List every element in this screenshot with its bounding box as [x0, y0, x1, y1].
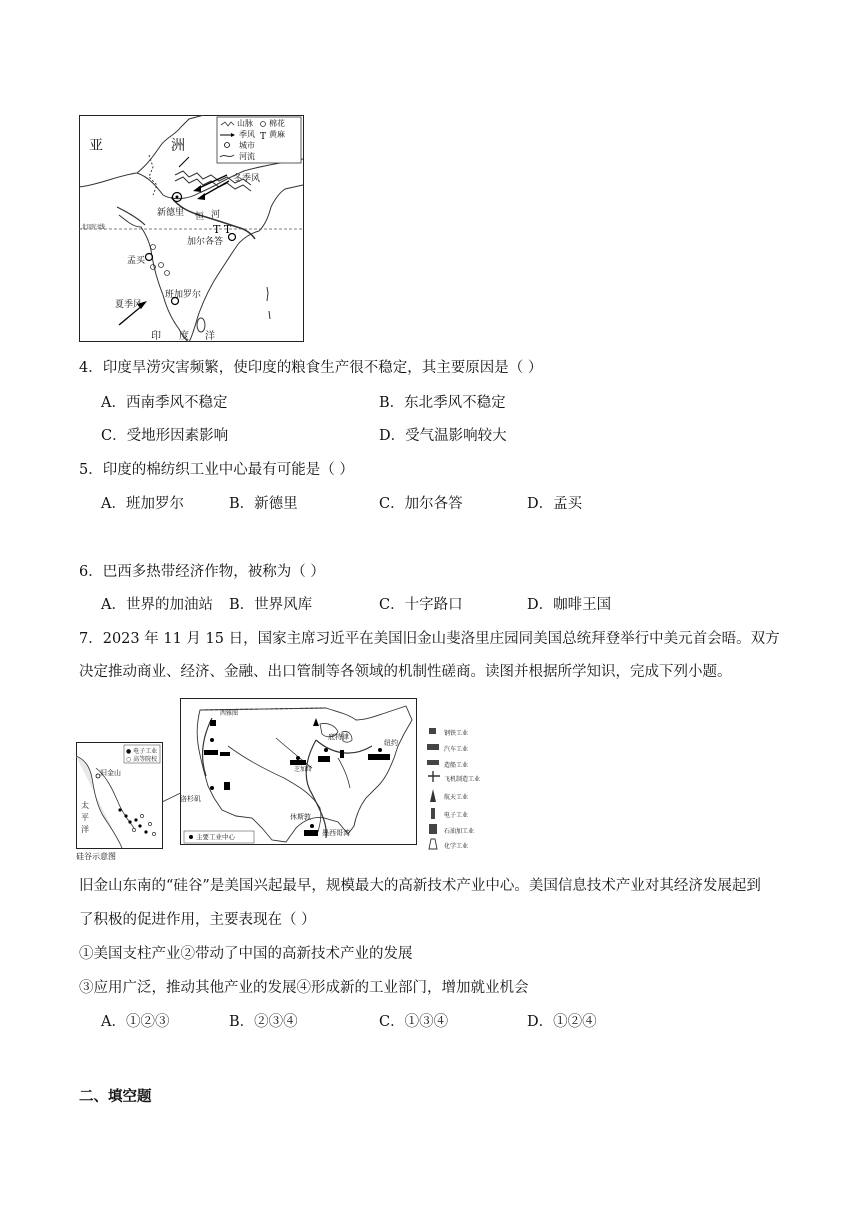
legend-jute: 黄麻	[269, 130, 285, 139]
label-summer-monsoon: 夏季风	[115, 300, 143, 310]
label-mumbai: 孟买	[127, 256, 146, 266]
legend-chem: 化学工业	[444, 843, 469, 850]
legend-petro: 石油加工业	[444, 828, 475, 835]
label-ganges-1: 恒	[195, 212, 205, 222]
q5-stem: 5．印度的棉纺织工业中心最有可能是（ ）	[79, 462, 354, 478]
section-title-fill-blank: 二、填空题	[79, 1088, 152, 1105]
label-tropic: 北回归线	[81, 224, 106, 231]
legend-mountain: 山脉	[237, 119, 253, 128]
label-winter-monsoon: 冬季风	[233, 174, 261, 184]
label-ocean-2: 度	[179, 331, 189, 342]
q7-option-d[interactable]: D．①②④	[527, 1014, 597, 1030]
q7-text-line2: 了积极的促进作用，主要表现在（ ）	[79, 912, 316, 928]
q5-option-b[interactable]: B．新德里	[229, 496, 298, 512]
inset-legend-electronics: ● 电子工业	[126, 748, 158, 755]
inset-label-tai: 太	[81, 801, 89, 810]
q4-option-c[interactable]: C．受地形因素影响	[101, 428, 229, 444]
inset-label-ping: 平	[81, 813, 89, 822]
q6-option-a[interactable]: A．世界的加油站	[101, 597, 213, 613]
svg-text:T T: T T	[213, 223, 232, 236]
india-map	[79, 115, 304, 342]
legend-aircraft: 飞机制造工业	[444, 776, 481, 783]
q6-option-d[interactable]: D．咖啡王国	[527, 597, 612, 613]
label-new-delhi: 新德里	[157, 208, 185, 218]
label-newyork: 纽约	[384, 739, 398, 747]
label-main-legend: 主要工业中心	[196, 833, 235, 841]
q5-option-a[interactable]: A．班加罗尔	[101, 496, 184, 512]
label-chicago: 芝加哥	[294, 766, 313, 773]
legend-electronics: 电子工业	[444, 812, 469, 819]
inset-legend-university: ○ 高等院校	[126, 756, 158, 763]
q7-option-a[interactable]: A．①②③	[101, 1014, 170, 1030]
q6-option-c[interactable]: C．十字路口	[379, 597, 463, 613]
legend-river: 河流	[239, 152, 255, 161]
q7-text-line1: 旧金山东南的“硅谷”是美国兴起最早，规模最大的高新技术产业中心。美国信息技术产业对其经济发展起到	[79, 878, 761, 894]
q7-option-b[interactable]: B．②③④	[229, 1014, 298, 1030]
label-detroit: 底特律	[328, 733, 349, 741]
q5-option-c[interactable]: C．加尔各答	[379, 496, 463, 512]
legend-ship: 造船工业	[444, 762, 469, 769]
inset-caption: 硅谷示意图	[76, 852, 116, 861]
label-bangalore: 班加罗尔	[165, 290, 202, 300]
label-gulf: 墨西哥湾	[322, 829, 350, 837]
q7-text-line4: ③应用广泛，推动其他产业的发展④形成新的工业部门，增加就业机会	[79, 980, 529, 996]
label-kolkata: 加尔各答	[187, 237, 224, 247]
label-ocean-1: 印	[151, 331, 161, 342]
label-la: 洛杉矶	[180, 795, 201, 803]
map-label-asia-2: 洲	[171, 138, 185, 154]
legend-city: 城市	[239, 141, 255, 150]
q4-stem: 4．印度旱涝灾害频繁，使印度的粮食生产很不稳定，其主要原因是（ ）	[79, 360, 543, 376]
q7-text-line3: ①美国支柱产业②带动了中国的高新技术产业的发展	[79, 946, 413, 962]
legend-auto: 汽车工业	[444, 746, 469, 753]
legend-cotton: 棉花	[269, 119, 285, 128]
q6-stem: 6．巴西多热带经济作物，被称为（ ）	[79, 564, 325, 580]
legend-aerospace: 航天工业	[444, 794, 469, 801]
label-seattle: 西雅图	[220, 710, 239, 717]
q4-option-d[interactable]: D．受气温影响较大	[379, 428, 507, 444]
legend-steel: 钢铁工业	[444, 730, 469, 737]
usa-industry-map	[76, 698, 486, 864]
q7-option-c[interactable]: C．①③④	[379, 1014, 449, 1030]
q4-option-a[interactable]: A．西南季风不稳定	[101, 395, 228, 411]
q5-option-d[interactable]: D．孟买	[527, 496, 583, 512]
label-ganges-2: 河	[211, 210, 221, 220]
q4-option-b[interactable]: B．东北季风不稳定	[379, 395, 506, 411]
legend-monsoon: 季风	[239, 130, 255, 139]
q6-option-b[interactable]: B．世界风库	[229, 597, 313, 613]
label-ocean-3: 洋	[205, 331, 215, 342]
inset-label-yang: 洋	[81, 825, 89, 834]
inset-label-sf: 旧金山	[100, 769, 121, 777]
svg-text:T: T	[260, 132, 267, 142]
q7-stem-line2: 决定推动商业、经济、金融、出口管制等各领域的机制性磋商。读图并根据所学知识，完成下列小题。	[79, 664, 732, 680]
map-label-asia-1: 亚	[89, 138, 103, 154]
q7-stem-line1: 7．2023 年 11 月 15 日，国家主席习近平在美国旧金山斐洛里庄园同美国总统拜登举行中美元首会晤。双方	[79, 631, 780, 647]
label-houston: 休斯敦	[290, 813, 311, 821]
